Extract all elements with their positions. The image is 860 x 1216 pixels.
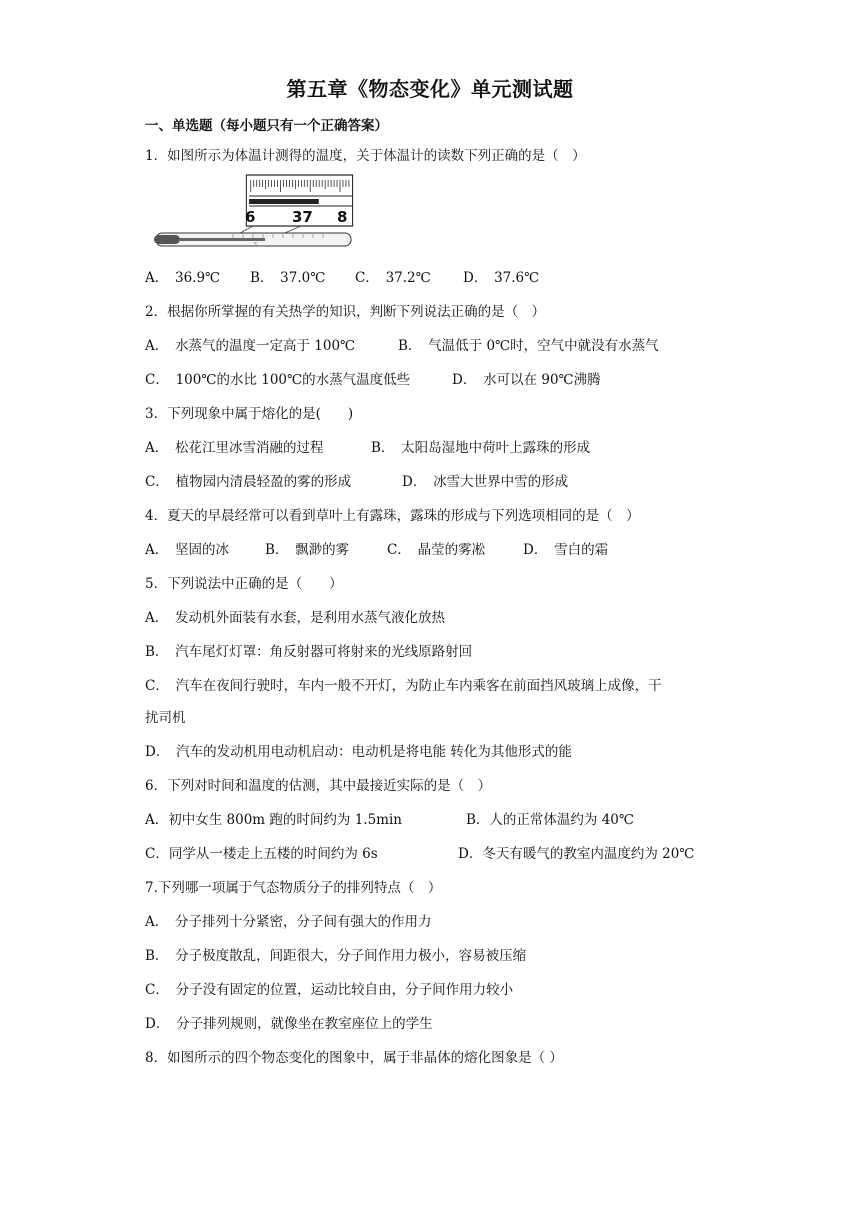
scale-label-6: 6	[245, 208, 256, 226]
q1-option-d: D． 37.6℃	[463, 270, 540, 286]
q2-option-b: B． 气温低于 0℃时，空气中就没有水蒸气	[398, 338, 659, 354]
question-8-stem: 8．如图所示的四个物态变化的图象中，属于非晶体的熔化图象是（ ）	[145, 1050, 563, 1066]
q7-option-b: B． 分子极度散乱，间距很大，分子间作用力极小，容易被压缩	[145, 948, 527, 964]
q3-option-d: D． 冰雪大世界中雪的形成	[402, 474, 569, 490]
q5-option-a: A． 发动机外面装有水套，是利用水蒸气液化放热	[145, 610, 445, 626]
q4-option-a: A． 坚固的冰	[145, 542, 229, 558]
section-heading: 一、单选题（每小题只有一个正确答案）	[145, 118, 388, 134]
q4-option-c: C． 晶莹的雾凇	[387, 542, 486, 558]
question-2-stem: 2．根据你所掌握的有关热学的知识，判断下列说法正确的是（ ）	[145, 304, 546, 320]
question-4-stem: 4．夏天的早晨经常可以看到草叶上有露珠，露珠的形成与下列选项相同的是（ ）	[145, 508, 640, 524]
q5-option-c-continued: 扰司机	[145, 710, 186, 726]
q5-option-b: B． 汽车尾灯灯罩：角反射器可将射来的光线原路射回	[145, 644, 473, 660]
question-3-stem: 3．下列现象中属于熔化的是( )	[145, 406, 354, 422]
q1-option-b: B． 37.0℃	[250, 270, 326, 286]
q1-option-c: C． 37.2℃	[355, 270, 431, 286]
q5-option-c: C． 汽车在夜间行驶时，车内一般不开灯，为防止车内乘客在前面挡风玻璃上成像，干	[145, 678, 662, 694]
q3-option-a: A． 松花江里冰雪消融的过程	[145, 440, 324, 456]
q2-option-a: A． 水蒸气的温度一定高于 100℃	[145, 338, 356, 354]
question-7-stem: 7.下列哪一项属于气态物质分子的排列特点（ ）	[145, 880, 442, 896]
scale-label-37: 37	[292, 208, 313, 226]
thermometer-figure	[153, 172, 358, 250]
q6-option-b: B．人的正常体温约为 40℃	[466, 812, 634, 828]
q4-option-d: D． 雪白的霜	[523, 542, 609, 558]
q5-option-d: D． 汽车的发动机用电动机启动：电动机是将电能 转化为其他形式的能	[145, 744, 572, 760]
q7-option-a: A． 分子排列十分紧密，分子间有强大的作用力	[145, 914, 432, 930]
svg-text:℃: ℃	[253, 241, 258, 246]
q3-option-b: B． 太阳岛湿地中荷叶上露珠的形成	[371, 440, 591, 456]
q6-option-a: A．初中女生 800m 跑的时间约为 1.5min	[145, 812, 402, 828]
page-title: 第五章《物态变化》单元测试题	[286, 77, 574, 101]
q1-option-a: A． 36.9℃	[145, 270, 221, 286]
q7-option-d: D． 分子排列规则，就像坐在教室座位上的学生	[145, 1016, 433, 1032]
question-1-stem: 1．如图所示为体温计测得的温度，关于体温计的读数下列正确的是（ ）	[145, 148, 586, 164]
q3-option-c: C． 植物园内清晨轻盈的雾的形成	[145, 474, 352, 490]
q6-option-c: C．同学从一楼走上五楼的时间约为 6s	[145, 846, 378, 862]
question-6-stem: 6．下列对时间和温度的估测，其中最接近实际的是（ ）	[145, 778, 492, 794]
q2-option-c: C． 100℃的水比 100℃的水蒸气温度低些	[145, 372, 411, 388]
q7-option-c: C． 分子没有固定的位置，运动比较自由，分子间作用力较小	[145, 982, 514, 998]
q2-option-d: D． 水可以在 90℃沸腾	[452, 372, 601, 388]
q4-option-b: B． 飘渺的雾	[265, 542, 350, 558]
question-5-stem: 5．下列说法中正确的是（ ）	[145, 576, 343, 592]
q6-option-d: D．冬天有暖气的教室内温度约为 20℃	[458, 846, 695, 862]
scale-label-8: 8	[337, 208, 348, 226]
